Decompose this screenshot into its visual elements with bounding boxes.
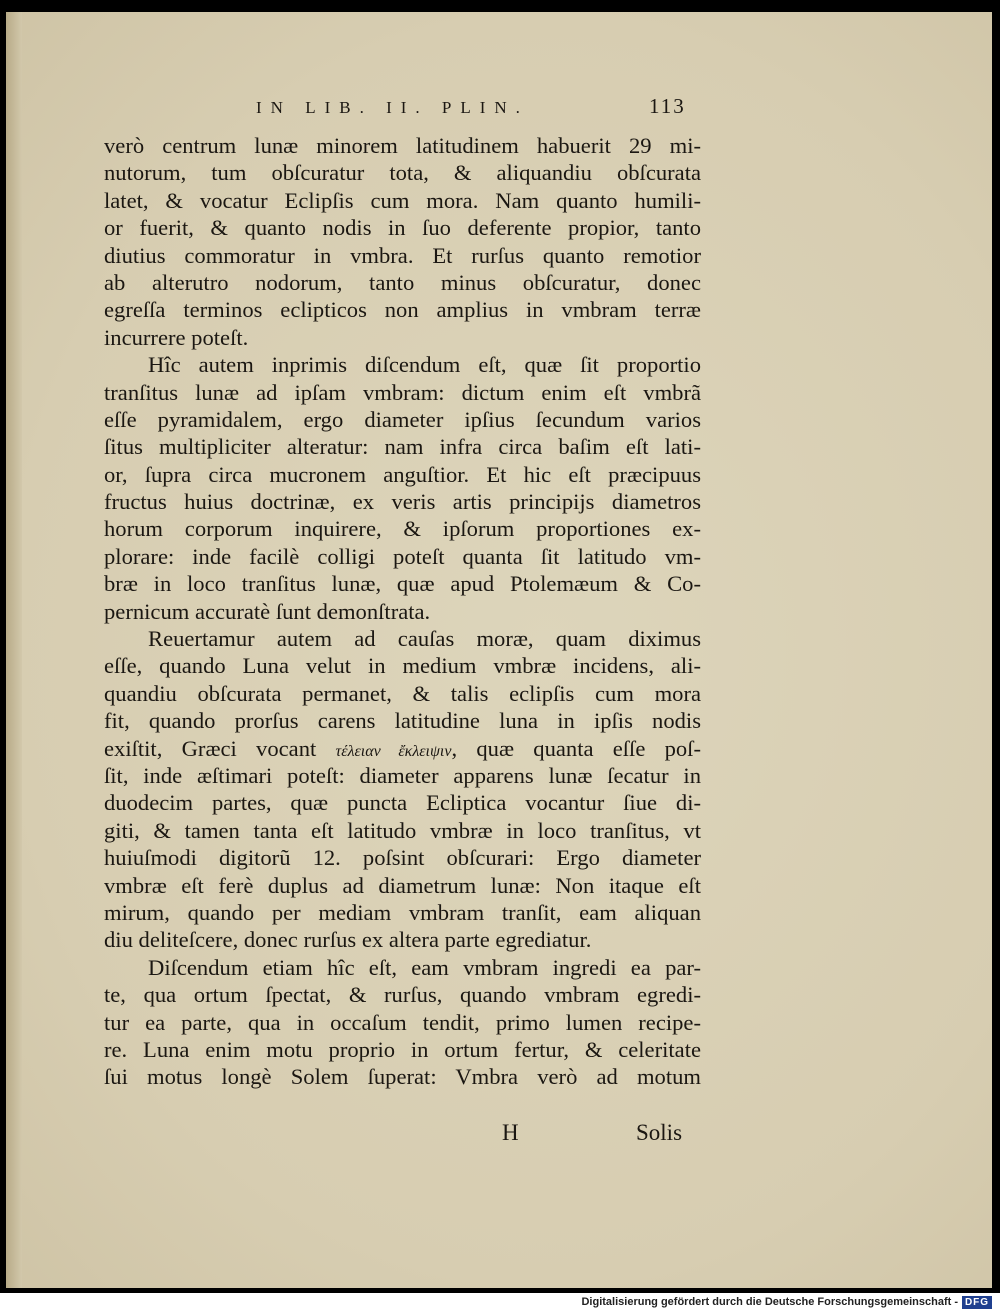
catchword: Solis xyxy=(636,1120,683,1145)
text-line: huiuſmodi digitorũ 12. poſsint obſcurari: Ergo diameter xyxy=(104,845,701,871)
text-line: mirum, quando per mediam vmbram tranſit, eam aliquan xyxy=(104,899,701,925)
text-line: fructus huius doctrinæ, ex veris artis principijs diametros xyxy=(104,489,701,515)
signature-mark: H xyxy=(502,1120,519,1145)
dfg-logo-icon: DFG xyxy=(962,1296,992,1309)
text-fragment: exiſtit, Græci vocant xyxy=(104,735,317,761)
greek-phrase: τέλειαν ἔκλειψιν xyxy=(335,742,452,760)
text-line: tranſitus lunæ ad ipſam vmbram: dictum enim eſt vmbrã xyxy=(104,379,701,405)
credit-text: Digitalisierung gefördert durch die Deutsche Forschungsgemeinschaft - xyxy=(581,1296,958,1308)
text-line: Hîc autem inprimis diſcendum eſt, quæ ſit proportio xyxy=(148,352,701,378)
text-line: ſit, inde æſtimari poteſt: diameter apparens lunæ ſecatur in xyxy=(104,762,701,788)
text-line: bræ in loco tranſitus lunæ, quæ apud Ptolemæum & Co- xyxy=(104,571,701,597)
text-line: quandiu obſcurata permanet, & talis eclipſis cum mora xyxy=(104,680,701,706)
text-line: ab alterutro nodorum, tanto minus obſcuratur, donec xyxy=(104,269,701,295)
text-line: egreſſa terminos eclipticos non amplius in vmbram terræ xyxy=(104,297,701,323)
page-number: 113 xyxy=(649,94,686,118)
text-line: fit, quando prorſus carens latitudine luna in ipſis nodis xyxy=(104,708,701,734)
text-line: latet, & vocatur Eclipſis cum mora. Nam quanto humili- xyxy=(104,187,701,213)
text-line: giti, & tamen tanta eſt latitudo vmbræ in loco tranſitus, vt xyxy=(104,817,701,843)
text-line: te, qua ortum ſpectat, & rurſus, quando vmbram egredi- xyxy=(104,982,701,1008)
text-line: Diſcendum etiam hîc eſt, eam vmbram ingredi ea par- xyxy=(148,954,701,980)
text-line: pernicum accuratè ſunt demonſtrata. xyxy=(104,598,431,624)
running-head-title: IN LIB. II. PLIN. xyxy=(256,98,529,117)
page-footer xyxy=(6,1120,992,1150)
text-line: vmbræ eſt ferè duplus ad diametrum lunæ: Non itaque eſt xyxy=(104,872,701,898)
text-line: diu deliteſcere, donec rurſus ex altera parte egrediatur. xyxy=(104,927,592,953)
text-line: or fuerit, & quanto nodis in ſuo deferente propior, tanto xyxy=(104,215,701,241)
text-line: diutius commoratur in vmbra. Et rurſus quanto remotior xyxy=(104,242,701,268)
text-line: ſui motus longè Solem ſuperat: Vmbra verò ad motum xyxy=(104,1064,701,1090)
text-line: tur ea parte, qua in occaſum tendit, primo lumen recipe- xyxy=(104,1009,701,1035)
text-line: duodecim partes, quæ puncta Ecliptica vocantur ſiue di- xyxy=(104,790,701,816)
text-line: ſitus multipliciter alteratur: nam infra circa baſim eſt lati- xyxy=(104,434,701,460)
text-line: re. Luna enim motu proprio in ortum fertur, & celeritate xyxy=(104,1036,701,1062)
book-page xyxy=(6,12,992,1288)
text-line: or, ſupra circa mucronem anguſtior. Et hic eſt præcipuus xyxy=(104,461,701,487)
text-line: verò centrum lunæ minorem latitudinem habuerit 29 mi- xyxy=(104,133,701,158)
page-gutter xyxy=(6,12,22,1288)
text-line: plorare: inde facilè colligi poteſt quanta ſit latitudo vm- xyxy=(104,543,701,569)
body-text xyxy=(104,132,701,1091)
text-line: incurrere poteſt. xyxy=(104,324,249,350)
text-line: eſſe pyramidalem, ergo diameter ipſius ſecundum varios xyxy=(104,406,701,432)
text-line: nutorum, tum obſcuratur tota, & aliquandiu obſcurata xyxy=(104,160,701,186)
text-line: eſſe, quando Luna velut in medium vmbræ incidens, ali- xyxy=(104,653,701,679)
text-line: horum corporum inquirere, & ipſorum proportiones ex- xyxy=(104,516,701,542)
credit-bar xyxy=(0,1293,1000,1313)
text-fragment: , quæ quanta eſſe poſ- xyxy=(451,735,701,761)
running-head xyxy=(6,92,992,128)
text-line: Reuertamur autem ad cauſas moræ, quam diximus xyxy=(148,626,701,652)
text-line-greek xyxy=(104,735,701,762)
